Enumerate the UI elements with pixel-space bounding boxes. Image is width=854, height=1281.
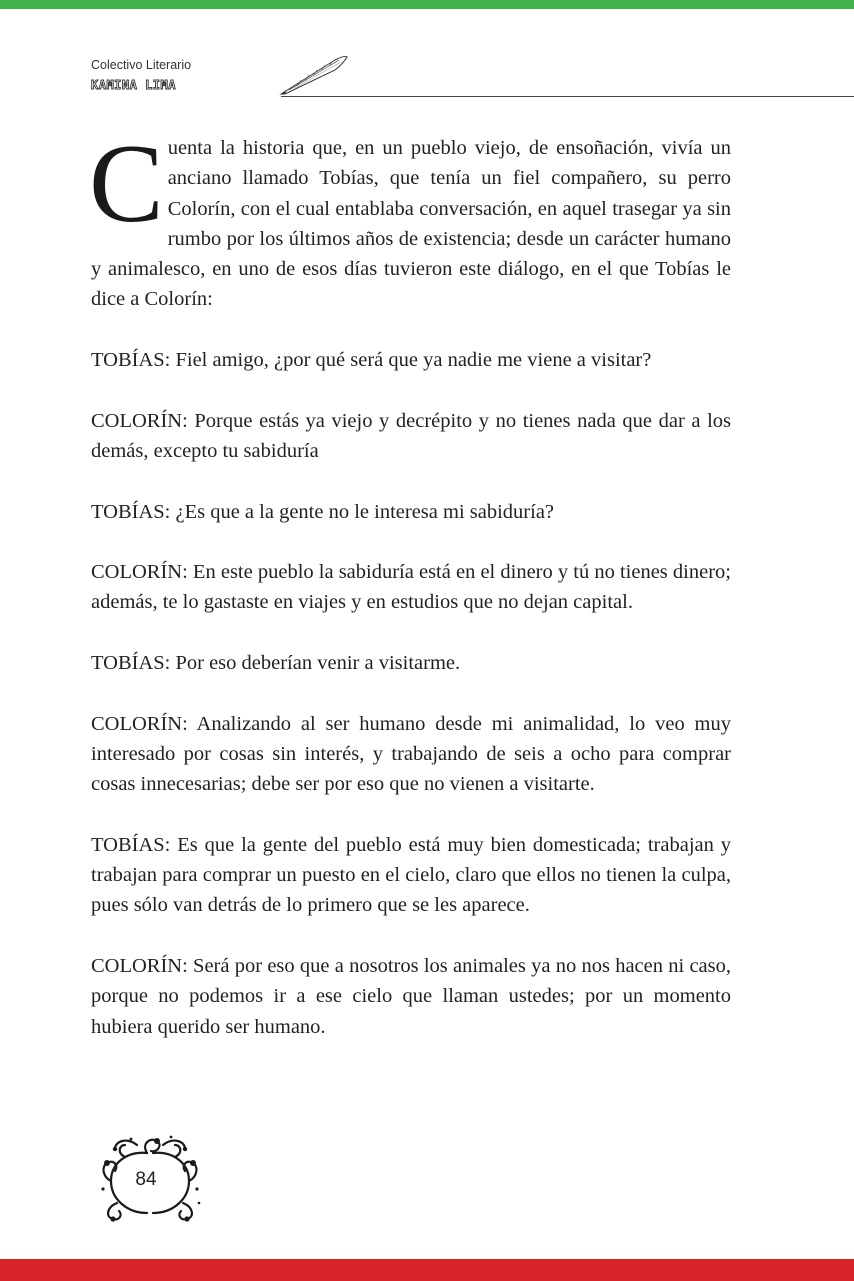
dialogue-paragraph: TOBÍAS: ¿Es que a la gente no le interesa mi sabiduría? bbox=[91, 500, 555, 523]
dialogue-paragraph: TOBÍAS: Fiel amigo, ¿por qué será que ya nadie me viene a visitar? bbox=[91, 349, 652, 372]
page-header bbox=[91, 56, 854, 100]
publisher-name: Colectivo Literario bbox=[91, 58, 192, 72]
dialogue-paragraph: COLORÍN: Será por eso que a nosotros los animales ya no nos hacen ni caso, porque no podemos ir a ese cielo que llaman ustedes; por un momento hubiera querido ser humano. bbox=[91, 955, 731, 1038]
drop-cap: C bbox=[89, 122, 164, 246]
dialogue-paragraph: TOBÍAS: Es que la gente del pueblo está muy bien domesticada; trabajan y trabajan para comprar un puesto en el cielo, claro que ellos no tienen la culpa, pues sólo van detrás de lo primero que se les aparece. bbox=[91, 833, 731, 917]
dialogue-paragraph: COLORÍN: En este pueblo la sabiduría está en el dinero y tú no tienes dinero; además, te lo gastaste en viajes y en estudios que no dejan capital. bbox=[91, 561, 731, 614]
page-number: 84 bbox=[135, 1169, 157, 1190]
dialogue-paragraph: TOBÍAS: Por eso deberían venir a visitarme. bbox=[91, 652, 461, 675]
quill-pen-icon bbox=[277, 54, 349, 96]
bottom-red-band bbox=[0, 1259, 854, 1281]
top-green-band bbox=[0, 0, 854, 9]
intro-text: uenta la historia que, en un pueblo viejo, de ensoñación, vivía un anciano llamado Tobías, que tenía un fiel compañero, su perro Colorín, con el cual entablaba conversación, en aquel trasegar ya sin rumbo por los últimos años de existencia; desde un carácter humano y animalesco, en uno de esos días tuvieron este diálogo, en el que Tobías le dice a Colorín: bbox=[91, 137, 731, 311]
intro-paragraph bbox=[89, 122, 731, 315]
story-text bbox=[89, 122, 731, 1072]
dialogue-paragraph: COLORÍN: Porque estás ya viejo y decrépito y no tienes nada que dar a los demás, excepto tu sabiduría bbox=[91, 409, 731, 462]
dialogue-paragraph: COLORÍN: Analizando al ser humano desde mi animalidad, lo veo muy interesado por cosas sin interés, y trabajando de seis a ocho para comprar cosas innecesarias; debe ser por eso que no vienen a visitarte. bbox=[91, 712, 731, 796]
header-rule bbox=[281, 96, 854, 97]
publisher-logo: KAMINA LIMA bbox=[91, 78, 176, 92]
